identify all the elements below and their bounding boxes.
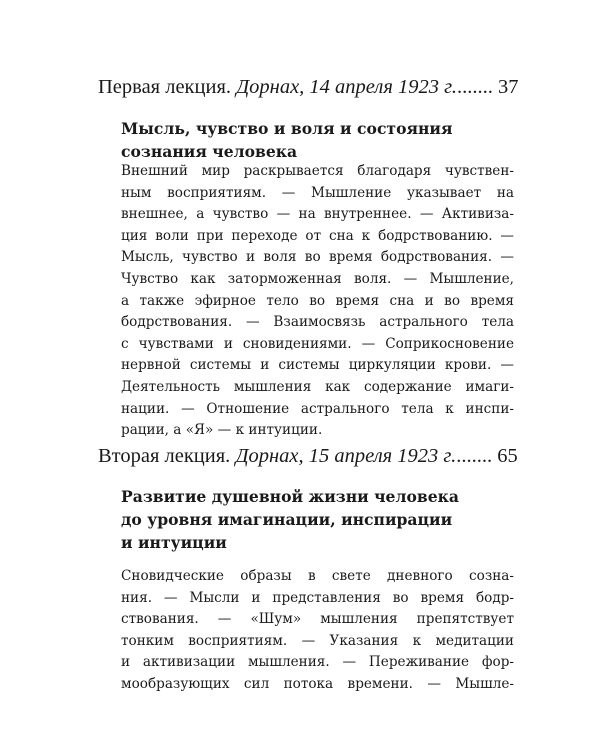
lecture-title xyxy=(121,117,521,163)
toc-entry-header[interactable] xyxy=(98,76,519,99)
summary-line: внешнее, а чувство — на внутреннее. — Активиза- xyxy=(121,206,514,223)
toc-entry-header[interactable] xyxy=(98,445,516,468)
dot-leader: ....... xyxy=(456,76,493,98)
summary-line: рации, а «Я» — к интуиции. xyxy=(121,422,323,439)
title-line: и интуиции xyxy=(121,533,227,552)
lecture-label: Вторая лекция. xyxy=(98,445,231,467)
dot-leader: ....... xyxy=(456,445,493,467)
summary-line: с чувствами и сновидениями. — Соприкосновение xyxy=(121,335,514,352)
summary-line: а также эфирное тело во время сна и во время xyxy=(121,292,514,309)
summary-line: Сновидческие образы в свете дневного созна- xyxy=(121,568,514,584)
summary-line: ствования. — «Шум» мышления препятствует xyxy=(121,611,514,628)
summary-line: бодрствования. — Взаимосвязь астрального тела xyxy=(121,314,514,331)
summary-line: и активизации мышления. — Переживание фор- xyxy=(121,654,514,671)
summary-line: Чувство как заторможенная воля. — Мышление, xyxy=(121,270,514,287)
lecture-title xyxy=(121,485,521,554)
title-line: сознания человека xyxy=(121,142,298,161)
page-number: 65 xyxy=(497,445,518,467)
place-date: Дорнах, 15 апреля 1923 г. xyxy=(235,445,457,467)
summary-line: нации. — Отношение астрального тела к инспи- xyxy=(121,400,514,417)
title-line: Мысль, чувство и воля и состояния xyxy=(121,119,453,138)
summary-line: тонким восприятиям. — Указания к медитации xyxy=(121,632,514,649)
title-line: Развитие душевной жизни человека xyxy=(121,487,459,506)
lecture-heading xyxy=(98,76,457,99)
lecture-summary xyxy=(121,161,514,442)
summary-line: мообразующих сил потока времени. — Мышле- xyxy=(121,675,514,692)
summary-line: ция воли при переходе от сна к бодрствованию. — xyxy=(121,227,514,244)
title-line: до уровня имагинации, инспирации xyxy=(121,510,453,529)
lecture-label: Первая лекция. xyxy=(98,76,231,98)
page-number: 37 xyxy=(497,76,519,98)
summary-line: ным восприятиям. — Мышление указывает на xyxy=(121,184,514,201)
summary-line: ния. — Мысли и представления во время бодр- xyxy=(121,589,514,606)
lecture-summary xyxy=(121,566,514,696)
lecture-heading xyxy=(98,445,456,468)
summary-line: нервной системы и системы циркуляции крови. — xyxy=(121,357,514,374)
summary-line: Внешний мир раскрывается благодаря чувствен- xyxy=(121,163,514,179)
summary-line: Деятельность мышления как содержание имаги- xyxy=(121,378,514,395)
place-date: Дорнах, 14 апреля 1923 г. xyxy=(236,76,457,98)
page-ref xyxy=(457,76,519,99)
page-ref xyxy=(456,445,518,468)
summary-line: Мысль, чувство и воля во время бодрствования. — xyxy=(121,249,514,266)
